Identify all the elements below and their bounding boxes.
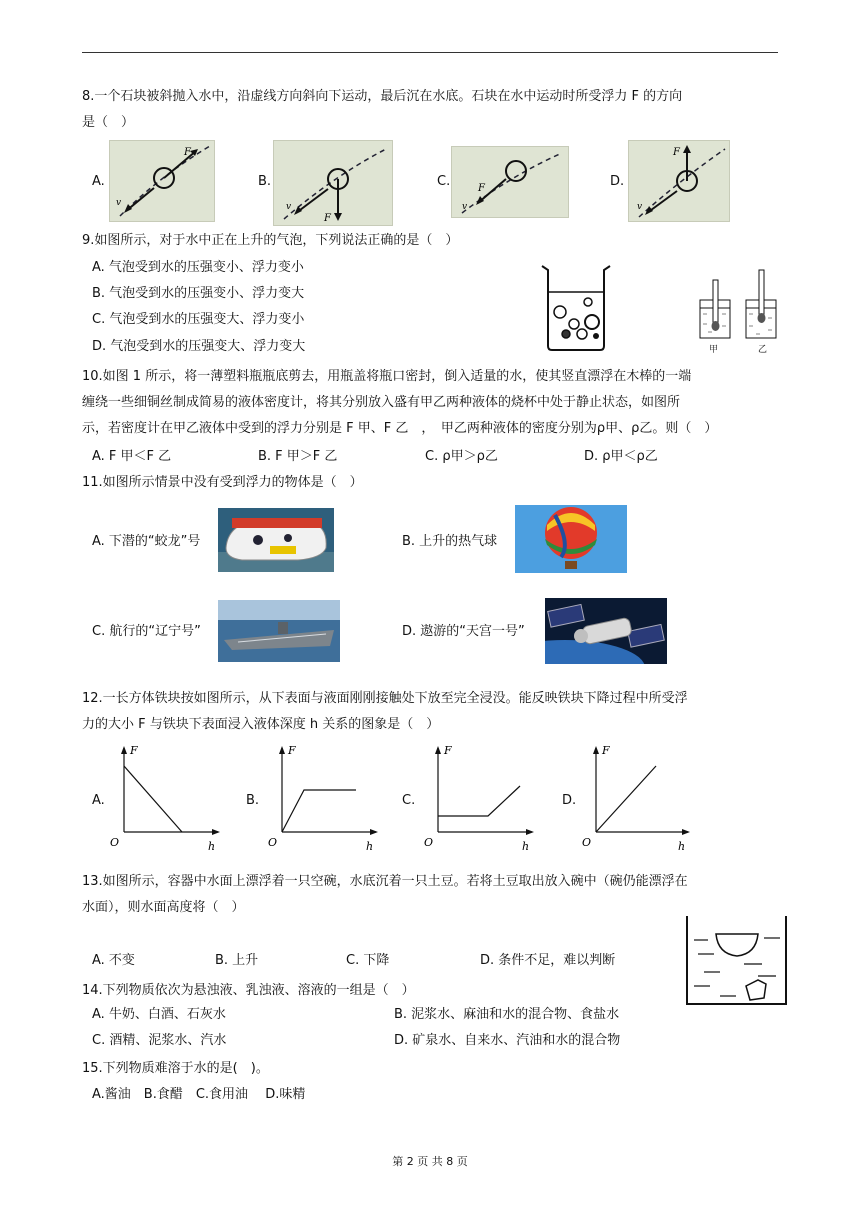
q12-b-axis-h: h [366,840,374,853]
q8-figure-c [451,146,569,218]
q12-d-axis-h: h [678,840,686,853]
q11-option-a[interactable]: A. 下潜的“蛟龙”号 [92,534,201,549]
q9-option-d[interactable]: D. 气泡受到水的压强变大、浮力变大 [92,339,306,354]
q10-label-jia: 甲 [709,345,719,355]
aircraft-carrier-liaoning-photo [218,600,340,662]
question-15-stem: 15.下列物质难溶于水的是( )。 [82,1061,269,1076]
q12-a-axis-f: F [130,744,138,757]
question-10 [82,364,782,442]
q11-option-b[interactable]: B. 上升的热气球 [402,534,498,549]
q10-option-c[interactable]: C. ρ甲＞ρ乙 [425,449,498,464]
q8-figure-a [109,140,215,222]
q12-a-origin: O [110,836,120,849]
svg-text:v: v [462,202,468,212]
q12-c-axis-f: F [444,744,452,757]
svg-text:v: v [116,198,122,208]
q12-d-origin: O [582,836,592,849]
q15-options[interactable]: A.酱油 B.食醋 C.食用油 D.味精 [92,1087,306,1102]
question-8-line1: 8.一个石块被斜抛入水中，沿虚线方向斜向下运动，最后沉在水底。石块在水中运动时所受浮力 F 的方向 [82,89,683,104]
q11-option-d[interactable]: D. 遨游的“天宫一号” [402,624,525,639]
q12-option-a-label[interactable]: A. [92,793,105,808]
q10-hydrometer-figure [694,266,784,356]
question-11-stem: 11.如图所示情景中没有受到浮力的物体是（ ） [82,475,363,490]
q14-option-b[interactable]: B. 泥浆水、麻油和水的混合物、食盐水 [394,1007,620,1022]
question-12-line1: 12.一长方体铁块按如图所示，从下表面与液面刚刚接触处下放至完全浸没。能反映铁块下降过程中所受浮 [82,691,688,706]
q8-option-b-label[interactable]: B. [258,174,272,189]
q8-option-d-label[interactable]: D. [610,174,625,189]
q14-option-c[interactable]: C. 酒精、泥浆水、汽水 [92,1033,227,1048]
q9-option-b[interactable]: B. 气泡受到水的压强变小、浮力变大 [92,286,305,301]
hot-air-balloon-photo [515,505,627,573]
q10-label-yi: 乙 [758,345,768,355]
question-13 [82,869,782,921]
q13-option-a[interactable]: A. 不变 [92,953,135,968]
question-10-line2: 缠绕一些细铜丝制成简易的液体密度计，将其分别放入盛有甲乙两种液体的烧杯中处于静止状态，如图所 [82,395,681,410]
q12-graph-d [580,742,700,854]
q12-option-d-label[interactable]: D. [562,793,577,808]
svg-text:v: v [286,202,292,212]
question-14-stem: 14.下列物质依次为悬浊液、乳浊液、溶液的一组是（ ） [82,983,415,998]
q12-b-axis-f: F [288,744,296,757]
q12-option-b-label[interactable]: B. [246,793,260,808]
q14-option-a[interactable]: A. 牛奶、白酒、石灰水 [92,1007,226,1022]
q8-option-a-label[interactable]: A. [92,174,105,189]
q9-beaker-bubbles-figure [536,262,616,354]
header-rule [82,52,778,53]
svg-text:F: F [673,147,680,158]
q12-c-origin: O [424,836,434,849]
question-8 [82,84,782,136]
question-12 [82,686,782,738]
q13-option-b[interactable]: B. 上升 [215,953,259,968]
q10-option-d[interactable]: D. ρ甲＜ρ乙 [584,449,658,464]
svg-text:F: F [184,147,191,158]
question-10-line1: 10.如图 1 所示，将一薄塑料瓶瓶底剪去，用瓶盖将瓶口密封，倒入适量的水，使其竖直漂浮在木棒的一端 [82,369,692,384]
submarine-jiaolong-photo [218,508,334,572]
q12-graph-a [108,742,228,854]
q9-option-c[interactable]: C. 气泡受到水的压强变大、浮力变小 [92,312,305,327]
q10-option-a[interactable]: A. F 甲＜F 乙 [92,449,172,464]
tiangong-space-station-photo [545,598,667,664]
q14-option-d[interactable]: D. 矿泉水、自来水、汽油和水的混合物 [394,1033,621,1048]
q12-option-c-label[interactable]: C. [402,793,416,808]
q13-option-c[interactable]: C. 下降 [346,953,390,968]
q12-graph-c [422,742,542,854]
svg-text:v: v [637,202,643,212]
q13-option-d[interactable]: D. 条件不足，难以判断 [480,953,616,968]
q8-option-c-label[interactable]: C. [437,174,451,189]
q12-d-axis-f: F [602,744,610,757]
question-13-line1: 13.如图所示，容器中水面上漂浮着一只空碗，水底沉着一只土豆。若将土豆取出放入碗中（碗仍能漂浮在 [82,874,688,889]
q9-option-a[interactable]: A. 气泡受到水的压强变小、浮力变小 [92,260,304,275]
q12-a-axis-h: h [208,840,216,853]
question-13-line2: 水面），则水面高度将（ ） [82,900,245,915]
q8-figure-d [628,140,730,222]
question-9-stem: 9.如图所示，对于水中正在上升的气泡，下列说法正确的是（ ） [82,233,459,248]
q8-figure-b [273,140,393,226]
q11-option-c[interactable]: C. 航行的“辽宁号” [92,624,201,639]
question-10-line3: 示，若密度计在甲乙液体中受到的浮力分别是 F 甲、F 乙 ， 甲乙两种液体的密度分别为ρ甲、ρ乙。则（ ） [82,421,718,436]
q12-b-origin: O [268,836,278,849]
q10-option-b[interactable]: B. F 甲＞F 乙 [258,449,338,464]
svg-text:F: F [478,183,485,194]
page-footer: 第 2 页 共 8 页 [392,1155,468,1168]
question-12-line2: 力的大小 F 与铁块下表面浸入液体深度 h 关系的图象是（ ） [82,717,440,732]
q12-graph-b [266,742,386,854]
question-8-line2: 是（ ） [82,115,135,130]
q12-c-axis-h: h [522,840,530,853]
svg-text:F: F [324,213,331,224]
